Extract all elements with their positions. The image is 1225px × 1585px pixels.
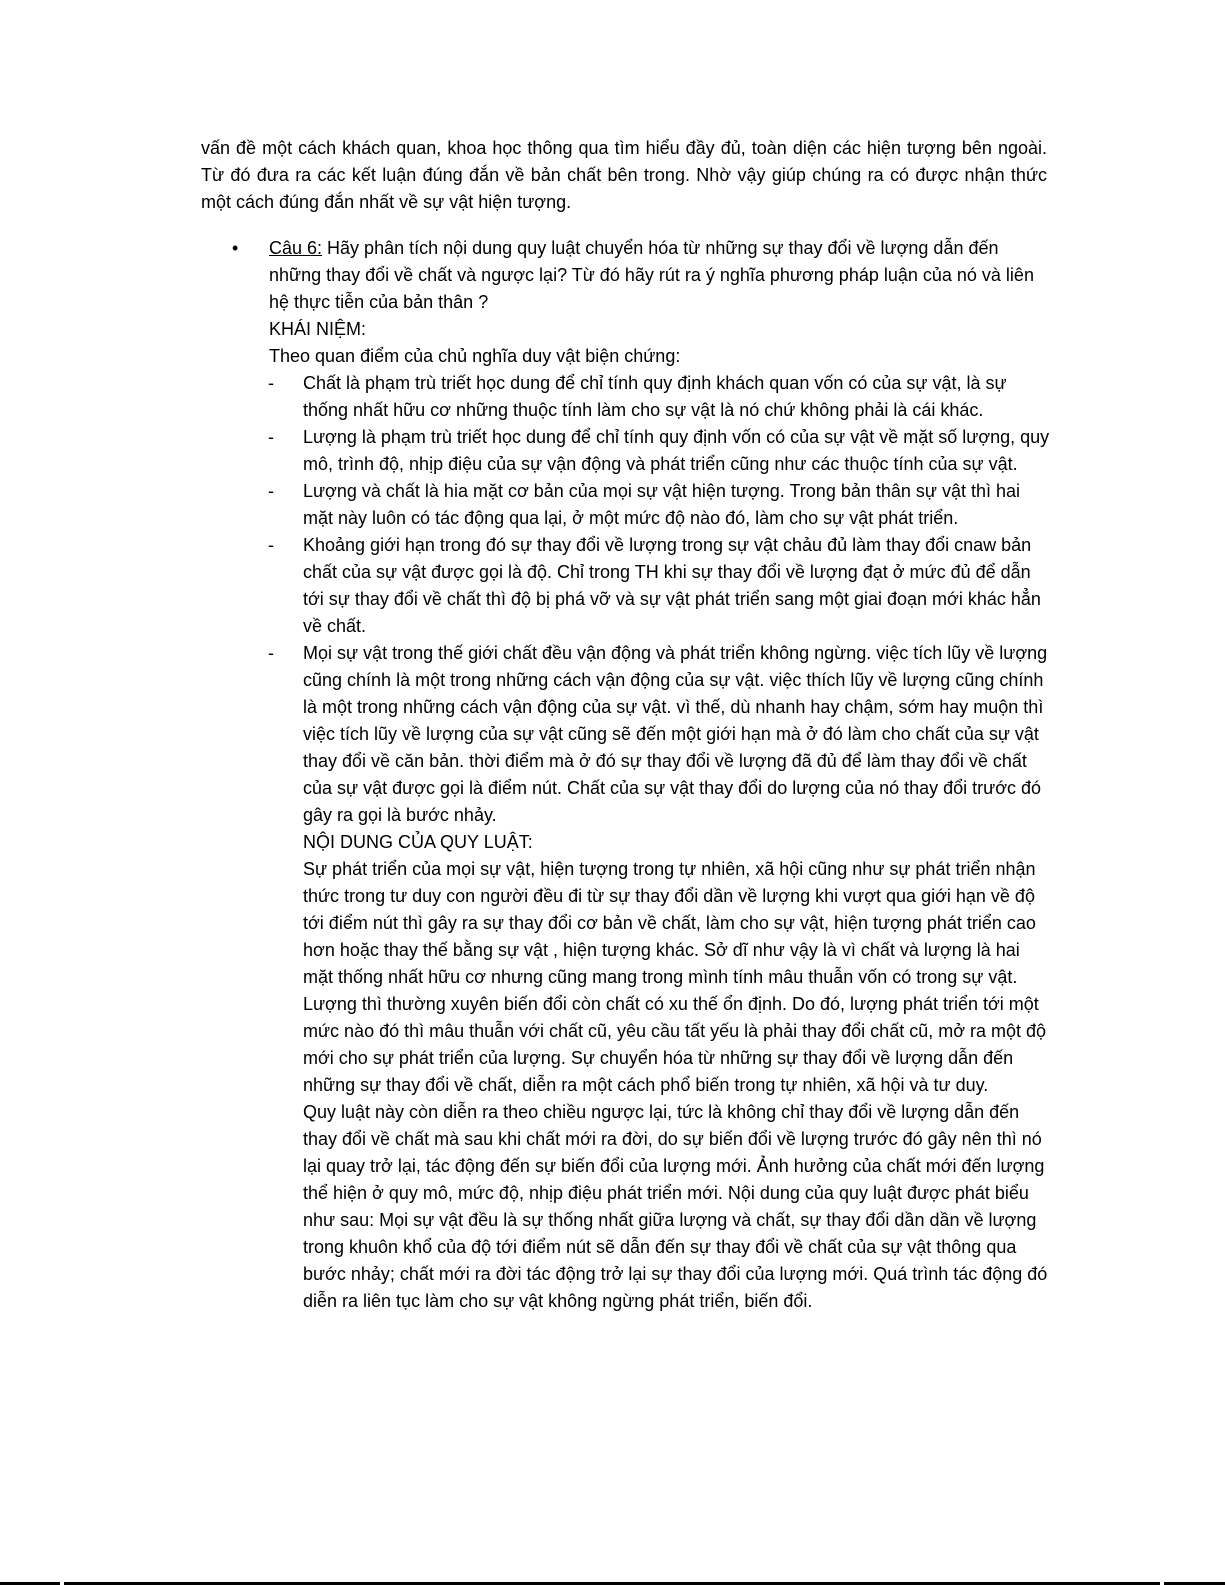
dash-marker: - bbox=[268, 535, 274, 555]
definition-text: Lượng và chất là hia mặt cơ bản của mọi sự vật hiện tượng. Trong bản thân sự vật thì hai mặt này luôn có tác động qua lại, ở một mức độ nào đó, làm cho sự vật phát triển. bbox=[303, 481, 1020, 528]
concept-intro: Theo quan điểm của chủ nghĩa duy vật biện chứng: bbox=[269, 346, 681, 366]
dash-marker: - bbox=[268, 643, 274, 663]
definition-text: Chất là phạm trù triết học dung để chỉ tính quy định khách quan vốn có của sự vật, là sự thống nhất hữu cơ những thuộc tính làm cho sự vật là nó chứ không phải là cái khác. bbox=[303, 373, 1007, 420]
definition-item bbox=[232, 640, 1052, 829]
question-text: Hãy phân tích nội dung quy luật chuyển hóa từ những sự thay đổi về lượng dẫn đến những thay đổi về chất và ngược lại? Từ đó hãy rút ra ý nghĩa phương pháp luận của nó và liên hệ thực tiễn của bản thân ? bbox=[269, 238, 1034, 312]
dash-marker: - bbox=[268, 427, 274, 447]
dash-marker: - bbox=[268, 481, 274, 501]
definition-item bbox=[232, 424, 1052, 478]
content-paragraph: Quy luật này còn diễn ra theo chiều ngược lại, tức là không chỉ thay đổi về lượng dẫn đến thay đổi về chất mà sau khi chất mới ra đời, do sự biến đổi về lượng trước đó gây nên thì nó lại quay trở lại, tác động đến sự biến đổi của lượng mới. Ảnh hưởng của chất mới đến lượng thể hiện ở quy mô, mức độ, nhịp điệu phát triển mới. Nội dung của quy luật được phát biểu như sau: Mọi sự vật đều là sự thống nhất giữa lượng và chất, sự thay đổi dần dần về lượng trong khuôn khổ của độ tới điểm nút sẽ dẫn đến sự thay đổi về chất của sự vật thông qua bước nhảy; chất mới ra đời tác động trở lại sự thay đổi của lượng mới. Quá trình tác động đó diễn ra liên tục làm cho sự vật không ngừng phát triển, biến đổi. bbox=[303, 1102, 1048, 1311]
bullet-marker: • bbox=[232, 238, 239, 258]
question-item bbox=[232, 235, 1052, 316]
intro-paragraph: vấn đề một cách khách quan, khoa học thông qua tìm hiểu đầy đủ, toàn diện các hiện tượng bên ngoài. Từ đó đưa ra các kết luận đúng đắn về bản chất bên trong. Nhờ vậy giúp chúng ra có được nhận thức một cách đúng đắn nhất về sự vật hiện tượng. bbox=[201, 138, 1047, 212]
content-paragraph: Sự phát triển của mọi sự vật, hiện tượng trong tự nhiên, xã hội cũng như sự phát triển nhận thức trong tư duy con người đều đi từ sự thay đổi dần về lượng khi vượt qua giới hạn về độ tới điểm nút thì gây ra sự thay đổi cơ bản về chất, làm cho sự vật, hiện tượng phát triển cao hơn hoặc thay thế bằng sự vật , hiện tượng khác. Sở dĩ như vậy là vì chất và lượng là hai mặt thống nhất hữu cơ nhưng cũng mang trong mình tính mâu thuẫn vốn có trong sự vật. Lượng thì thường xuyên biến đổi còn chất có xu thế ổn định. Do đó, lượng phát triển tới một mức nào đó thì mâu thuẫn với chất cũ, yêu cầu tất yếu là phải thay đổi chất cũ, mở ra một độ mới cho sự phát triển của lượng. Sự chuyển hóa từ những sự thay đổi về lượng dẫn đến những sự thay đổi về chất, diễn ra một cách phổ biến trong tự nhiên, xã hội và tư duy. bbox=[303, 859, 1047, 1095]
definition-text: Mọi sự vật trong thế giới chất đều vận động và phát triển không ngừng. việc tích lũy về lượng cũng chính là một trong những cách vận động của sự vật. việc thích lũy về lượng cũng chính là một trong những cách vận động của sự vật. vì thế, dù nhanh hay chậm, sớm hay muộn thì việc tích lũy về lượng của sự vật cũng sẽ đến một giới hạn mà ở đó làm cho chất của sự vật thay đổi về căn bản. thời điểm mà ở đó sự thay đổi về lượng đã đủ để làm thay đổi về chất của sự vật được gọi là điểm nút. Chất của sự vật thay đổi do lượng của nó thay đổi trước đó gây ra gọi là bước nhảy. bbox=[303, 643, 1048, 825]
question-label: Câu 6: bbox=[269, 238, 323, 258]
definition-text: Lượng là phạm trù triết học dung để chỉ tính quy định vốn có của sự vật về mặt số lượng, quy mô, trình độ, nhịp điệu của sự vận động và phát triển cũng như các thuộc tính của sự vật. bbox=[303, 427, 1050, 474]
definition-item bbox=[232, 370, 1052, 424]
definition-text: Khoảng giới hạn trong đó sự thay đổi về lượng trong sự vật chảu đủ làm thay đổi cnaw bản chất của sự vật được gọi là độ. Chỉ trong TH khi sự thay đổi về lượng đạt ở mức đủ để dẫn tới sự thay đổi về chất thì độ bị phá vỡ và sự vật phát triển sang một giai đoạn mới khác hẳn về chất. bbox=[303, 535, 1041, 636]
question-block bbox=[232, 235, 1052, 1315]
content-heading: NỘI DUNG CỦA QUY LUẬT: bbox=[303, 832, 533, 852]
definition-item bbox=[232, 478, 1052, 532]
concept-heading: KHÁI NIỆM: bbox=[269, 319, 367, 339]
definition-item bbox=[232, 532, 1052, 640]
dash-marker: - bbox=[268, 373, 274, 393]
